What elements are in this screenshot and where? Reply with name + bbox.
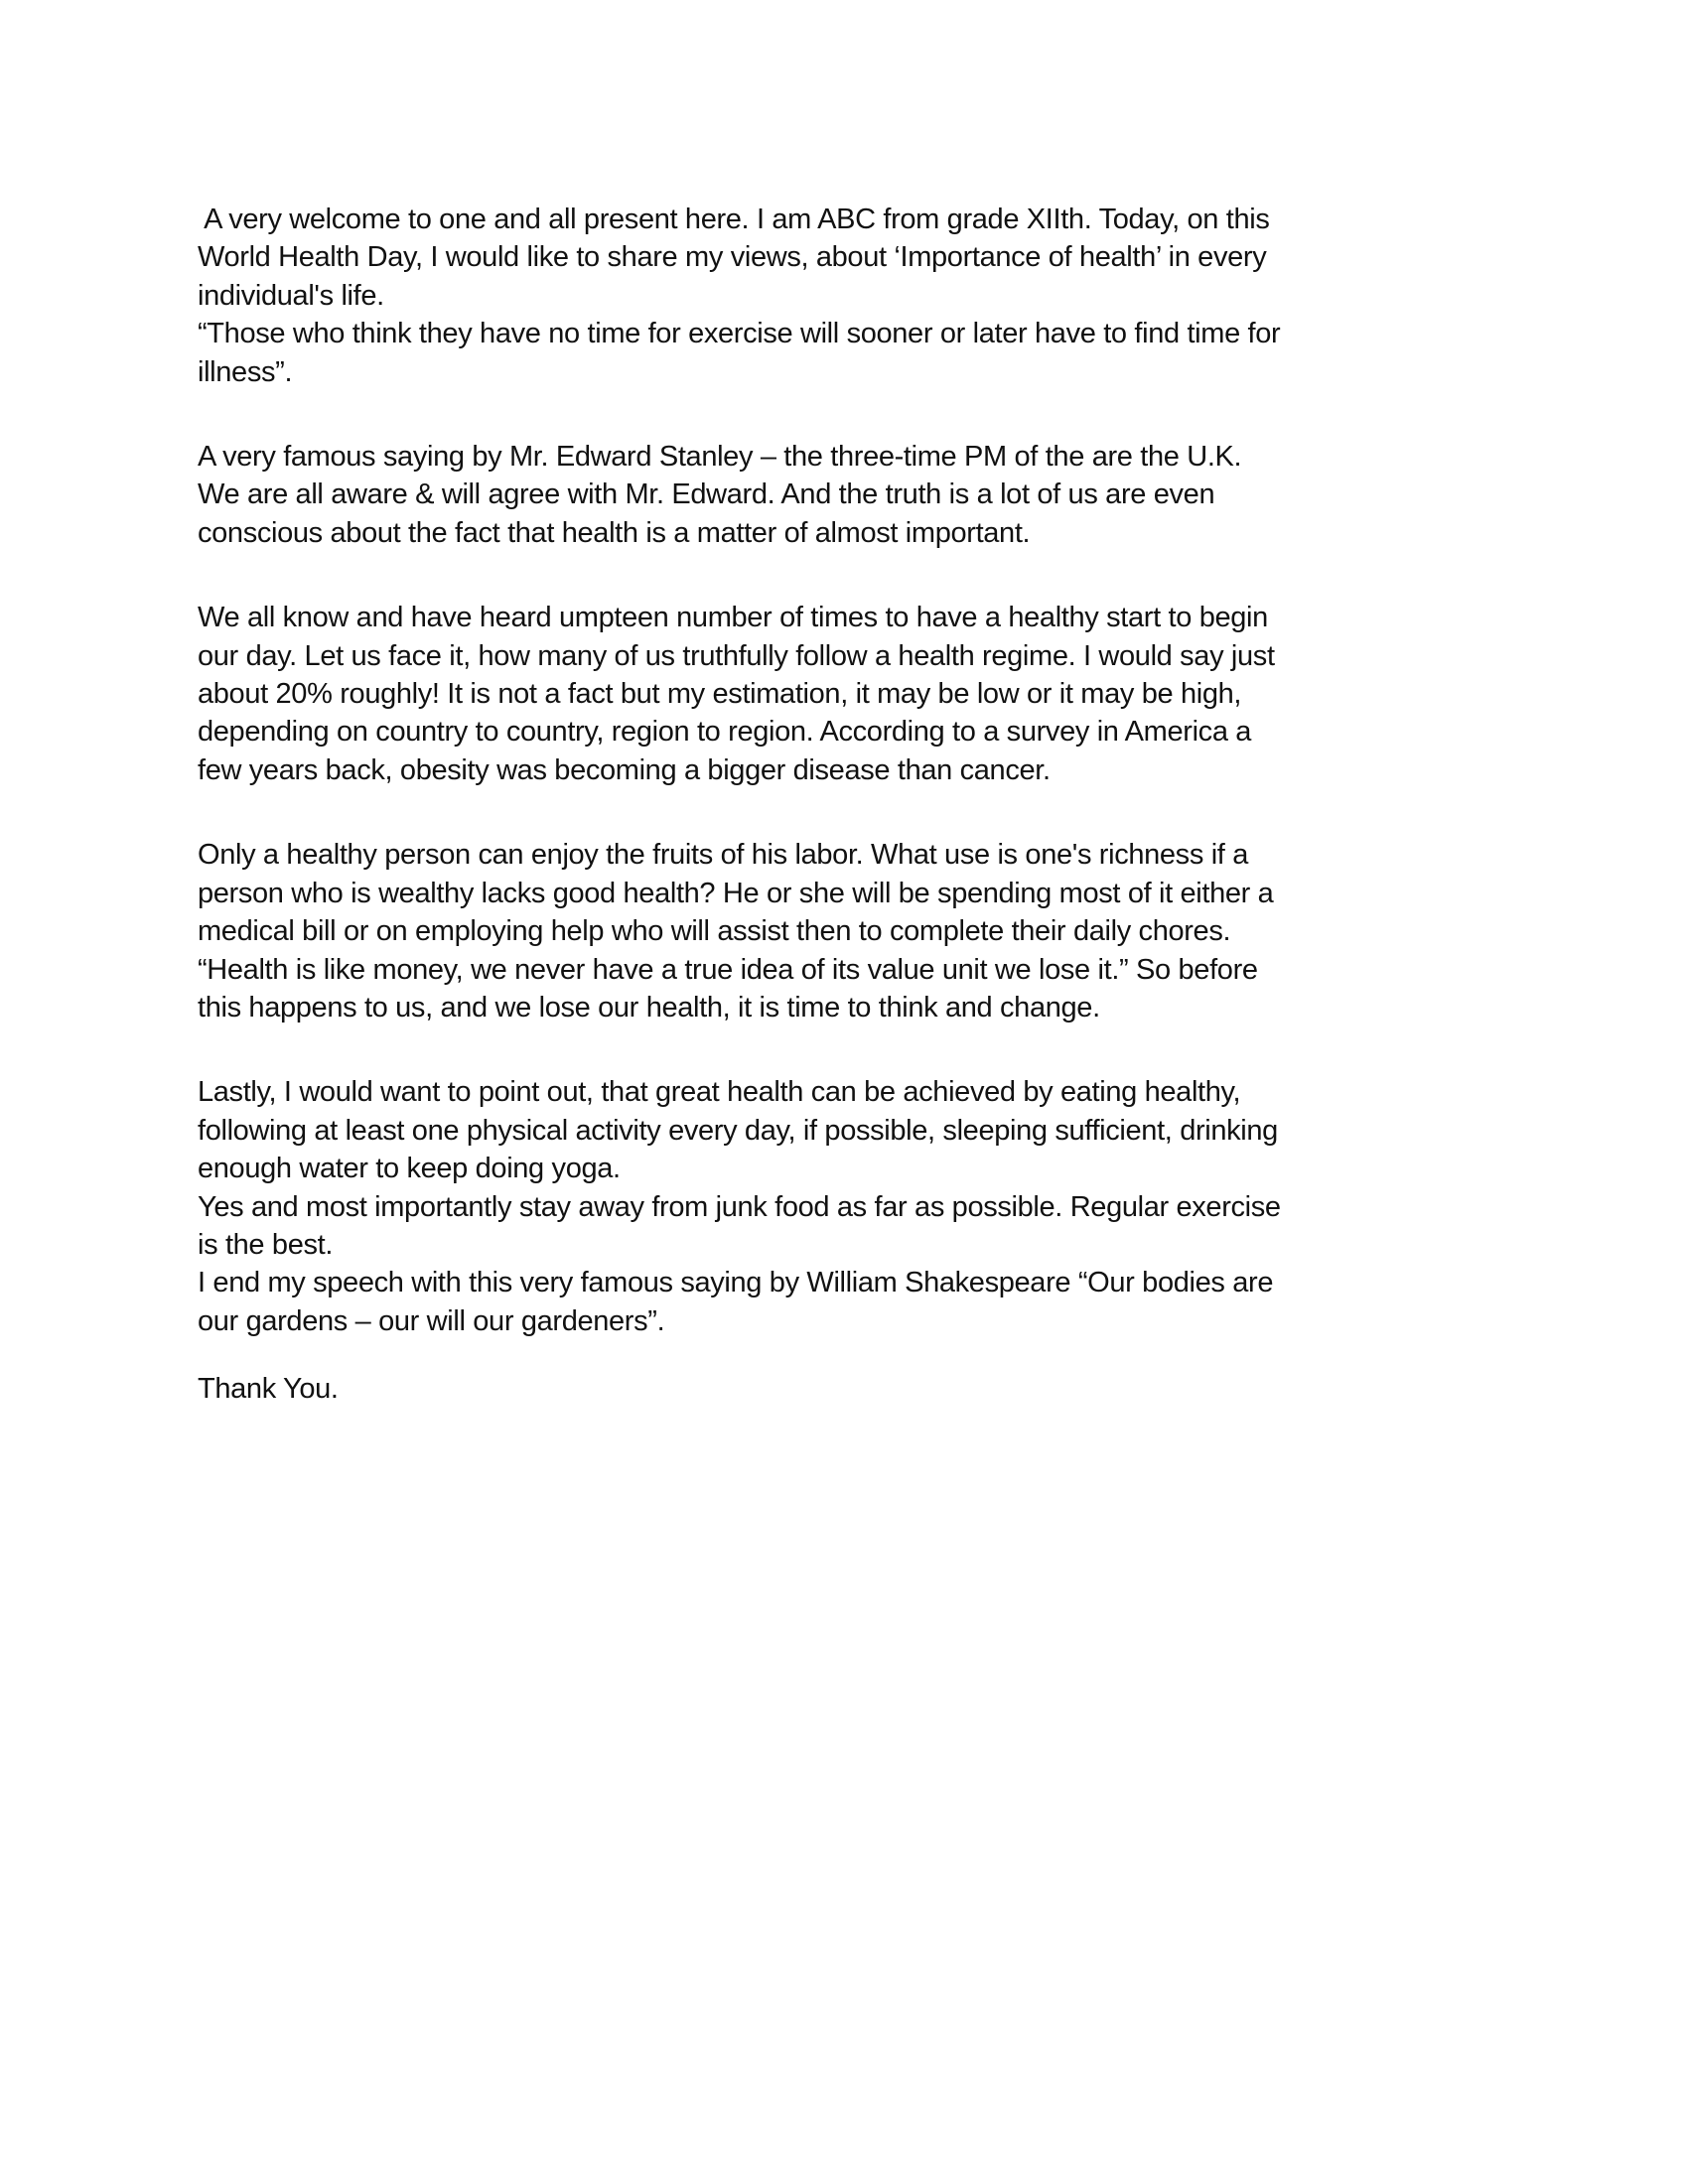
text-line: Only a healthy person can enjoy the fruits of his labor. What use is one's richness if a bbox=[198, 839, 1248, 872]
text-line: I end my speech with this very famous saying by William Shakespeare “Our bodies are bbox=[198, 1267, 1274, 1299]
paragraph-famous-saying bbox=[198, 438, 1648, 552]
text-line: this happens to us, and we lose our health, it is time to think and change. bbox=[198, 991, 1100, 1024]
text-line: World Health Day, I would like to share my views, about ‘Importance of health’ in every bbox=[198, 241, 1267, 274]
paragraph-conclusion bbox=[198, 1073, 1648, 1340]
text-line: A very famous saying by Mr. Edward Stanley – the three-time PM of the are the U.K. bbox=[198, 441, 1242, 474]
paragraph-welcome bbox=[198, 201, 1648, 391]
text-line: depending on country to country, region to region. According to a survey in America a bbox=[198, 716, 1252, 749]
text-line: A very welcome to one and all present here. I am ABC from grade XIIth. Today, on this bbox=[198, 204, 1270, 235]
text-line: our day. Let us face it, how many of us truthfully follow a health regime. I would say just bbox=[198, 639, 1275, 672]
text-line: illness”. bbox=[198, 355, 293, 388]
text-line: Yes and most importantly stay away from junk food as far as possible. Regular exercise bbox=[198, 1190, 1281, 1223]
text-line: “Health is like money, we never have a true idea of its value unit we lose it.” So before bbox=[198, 953, 1258, 986]
text-line: medical bill or on employing help who will assist then to complete their daily chores. bbox=[198, 915, 1231, 948]
text-line: We all know and have heard umpteen number of times to have a healthy start to begin bbox=[198, 602, 1268, 634]
text-line: person who is wealthy lacks good health? He or she will be spending most of it either a bbox=[198, 877, 1274, 909]
paragraph-health-regime bbox=[198, 599, 1648, 789]
text-line: our gardens – our will our gardeners”. bbox=[198, 1304, 665, 1337]
text-line: Thank You. bbox=[198, 1373, 339, 1406]
text-line: Lastly, I would want to point out, that great health can be achieved by eating healthy, bbox=[198, 1076, 1241, 1109]
text-line: few years back, obesity was becoming a bigger disease than cancer. bbox=[198, 753, 1051, 786]
paragraph-healthy-person bbox=[198, 836, 1648, 1026]
text-line: We are all aware & will agree with Mr. Edward. And the truth is a lot of us are even bbox=[198, 478, 1215, 511]
text-line: “Those who think they have no time for exercise will sooner or later have to find time for bbox=[198, 318, 1281, 350]
text-line: individual's life. bbox=[198, 279, 384, 312]
paragraph-thank-you bbox=[198, 1370, 1648, 1408]
text-line: conscious about the fact that health is a matter of almost important. bbox=[198, 516, 1031, 549]
text-line: is the best. bbox=[198, 1228, 334, 1261]
text-line: enough water to keep doing yoga. bbox=[198, 1153, 621, 1185]
text-line: following at least one physical activity every day, if possible, sleeping sufficient, drinking bbox=[198, 1114, 1278, 1147]
text-line: about 20% roughly! It is not a fact but my estimation, it may be low or it may be high, bbox=[198, 678, 1242, 711]
